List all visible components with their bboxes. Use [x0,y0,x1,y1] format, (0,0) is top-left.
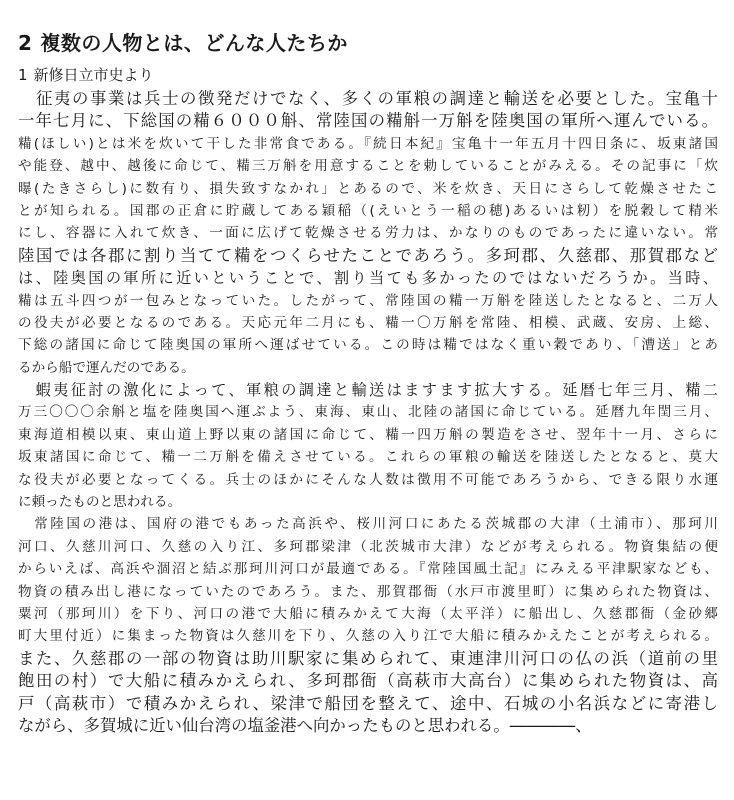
text-line: 町大里付近）に集まった物資は久慈川を下り、久慈の入り江で大船に積みかえたことが考えられる。 [18,628,718,645]
text-line: ながら、多賀城に近い仙台湾の塩釜港へ向かったものと思われる。――――、 [18,715,592,735]
text-line: な役夫が必要となってくる。兵士のほかにそんな人数は徴用不可能であろうから、できる限り水運 [18,471,718,488]
text-line: 一年七月に、下総国の糒６０００斛、常陸国の糒斛一万斛を陸奥国の軍所へ運んでいる。 [18,111,718,131]
text-line: 万三〇〇〇余斛と塩を陸奥国へ運ぶよう、東海、東山、北陸の諸国に命じている。延暦九年閏三月、 [18,404,718,421]
text-line: 糒は五斗四つが一包みとなっていた。したがって、常陸国の糒一万斛を陸送したとなると、二万人 [18,292,718,309]
text-line: とが知られる。国郡の正倉に貯蔵してある穎稲（(えいとう一稲の穂)あるいは籾）を脱穀して精米 [18,202,718,219]
text-line: 下総の諸国に命じて陸奥国の軍所へ運ばせている。この時は糒ではなく重い穀であり、「漕送」とあ [18,337,718,354]
section-number: 2 [18,31,33,55]
text-line: 蝦夷征討の激化によって、軍粮の調達と輸送はますます拡大する。延暦七年三月、糒二 [18,381,718,400]
text-line: 飽田の村）で大船に積みかえられ、多珂郡衙（高萩市大高台）に集められた物資は、高 [18,671,718,691]
text-line: 物資の積み出し港になっていたのであろう。また、那賀郡衙（水戸市渡里町）に集められた物資は、 [18,583,718,600]
text-line: からいえば、高浜や涸沼と結ぶ那珂川河口が最適である。『常陸国風土記』にみえる平津駅家なども、 [18,561,718,578]
text-line: 東海道相模以東、東山道上野以東の諸国に命じて、糒一四万斛の製造をさせ、翌年十一月、さらに [18,426,718,443]
text-line: は、陸奥国の軍所に近いということで、割り当ても多かったのではないだろうか。当時、 [18,269,718,288]
text-line: 坂東諸国に命じて、糒一二万斛を備えさせている。これらの軍粮の輸送を陸送したとなると、莫大 [18,449,718,466]
text-line: るから船で運んだのである。 [18,359,195,376]
text-line: に頼ったものと思われる。 [18,494,182,511]
body-text [18,88,718,737]
subsection-heading [18,64,154,85]
section-heading [18,27,348,56]
section-title: 複数の人物とは、どんな人たちか [40,31,348,55]
text-line: にし、容器に入れて炊き、一面に広げて乾燥させる労力は、かなりのものであったに違いない。常 [18,225,718,242]
text-line: 粟河（那珂川）を下り、河口の港で大船に積みかえて大海（太平洋）に船出し、久慈郡衙（金砂郷 [18,605,718,622]
text-line: また、久慈郡の一部の物資は助川駅家に集められて、東連津川河口の仏の浜（道前の里 [18,648,718,668]
subsection-number: 1 [18,66,28,84]
text-line: の役夫が必要となるのである。天応元年二月にも、糒一〇万斛を常陸、相模、武蔵、安房、上総、 [18,314,718,331]
text-line: 曝(たきさらし)に数有り、損失致すなかれ」とあるので、米を炊き、天日にさらして乾燥させたこ [18,180,718,197]
text-line: 征夷の事業は兵士の徴発だけでなく、多くの軍粮の調達と輸送を必要とした。宝亀十 [18,89,718,108]
text-line: 陸国では各郡に割り当てて糒をつくらせたことであろう。多珂郡、久慈郡、那賀郡など [18,245,718,265]
text-line: 戸（高萩市）で積みかえられ、梁津で船団を整えて、途中、石城の小名浜などに寄港し [18,693,718,713]
text-line: 糒(ほしい)とは米を炊いて干した非常食である。『続日本紀』宝亀十一年五月十四日条に、坂東諸国 [18,135,718,152]
text-line: 常陸国の港は、国府の港でもあった高浜や、桜川河口にあたる茨城郡の大津（土浦市）、那珂川 [18,516,718,533]
text-line: 河口、久慈川河口、久慈の入り江、多珂郡梁津（北茨城市大津）などが考えられる。物資集結の便 [18,538,718,555]
text-line: や能登、越中、越後に命じて、糒三万斛を用意することを勅していることがみえる。その記事に「炊 [18,158,718,175]
subsection-title: 新修日立市史より [33,66,154,84]
